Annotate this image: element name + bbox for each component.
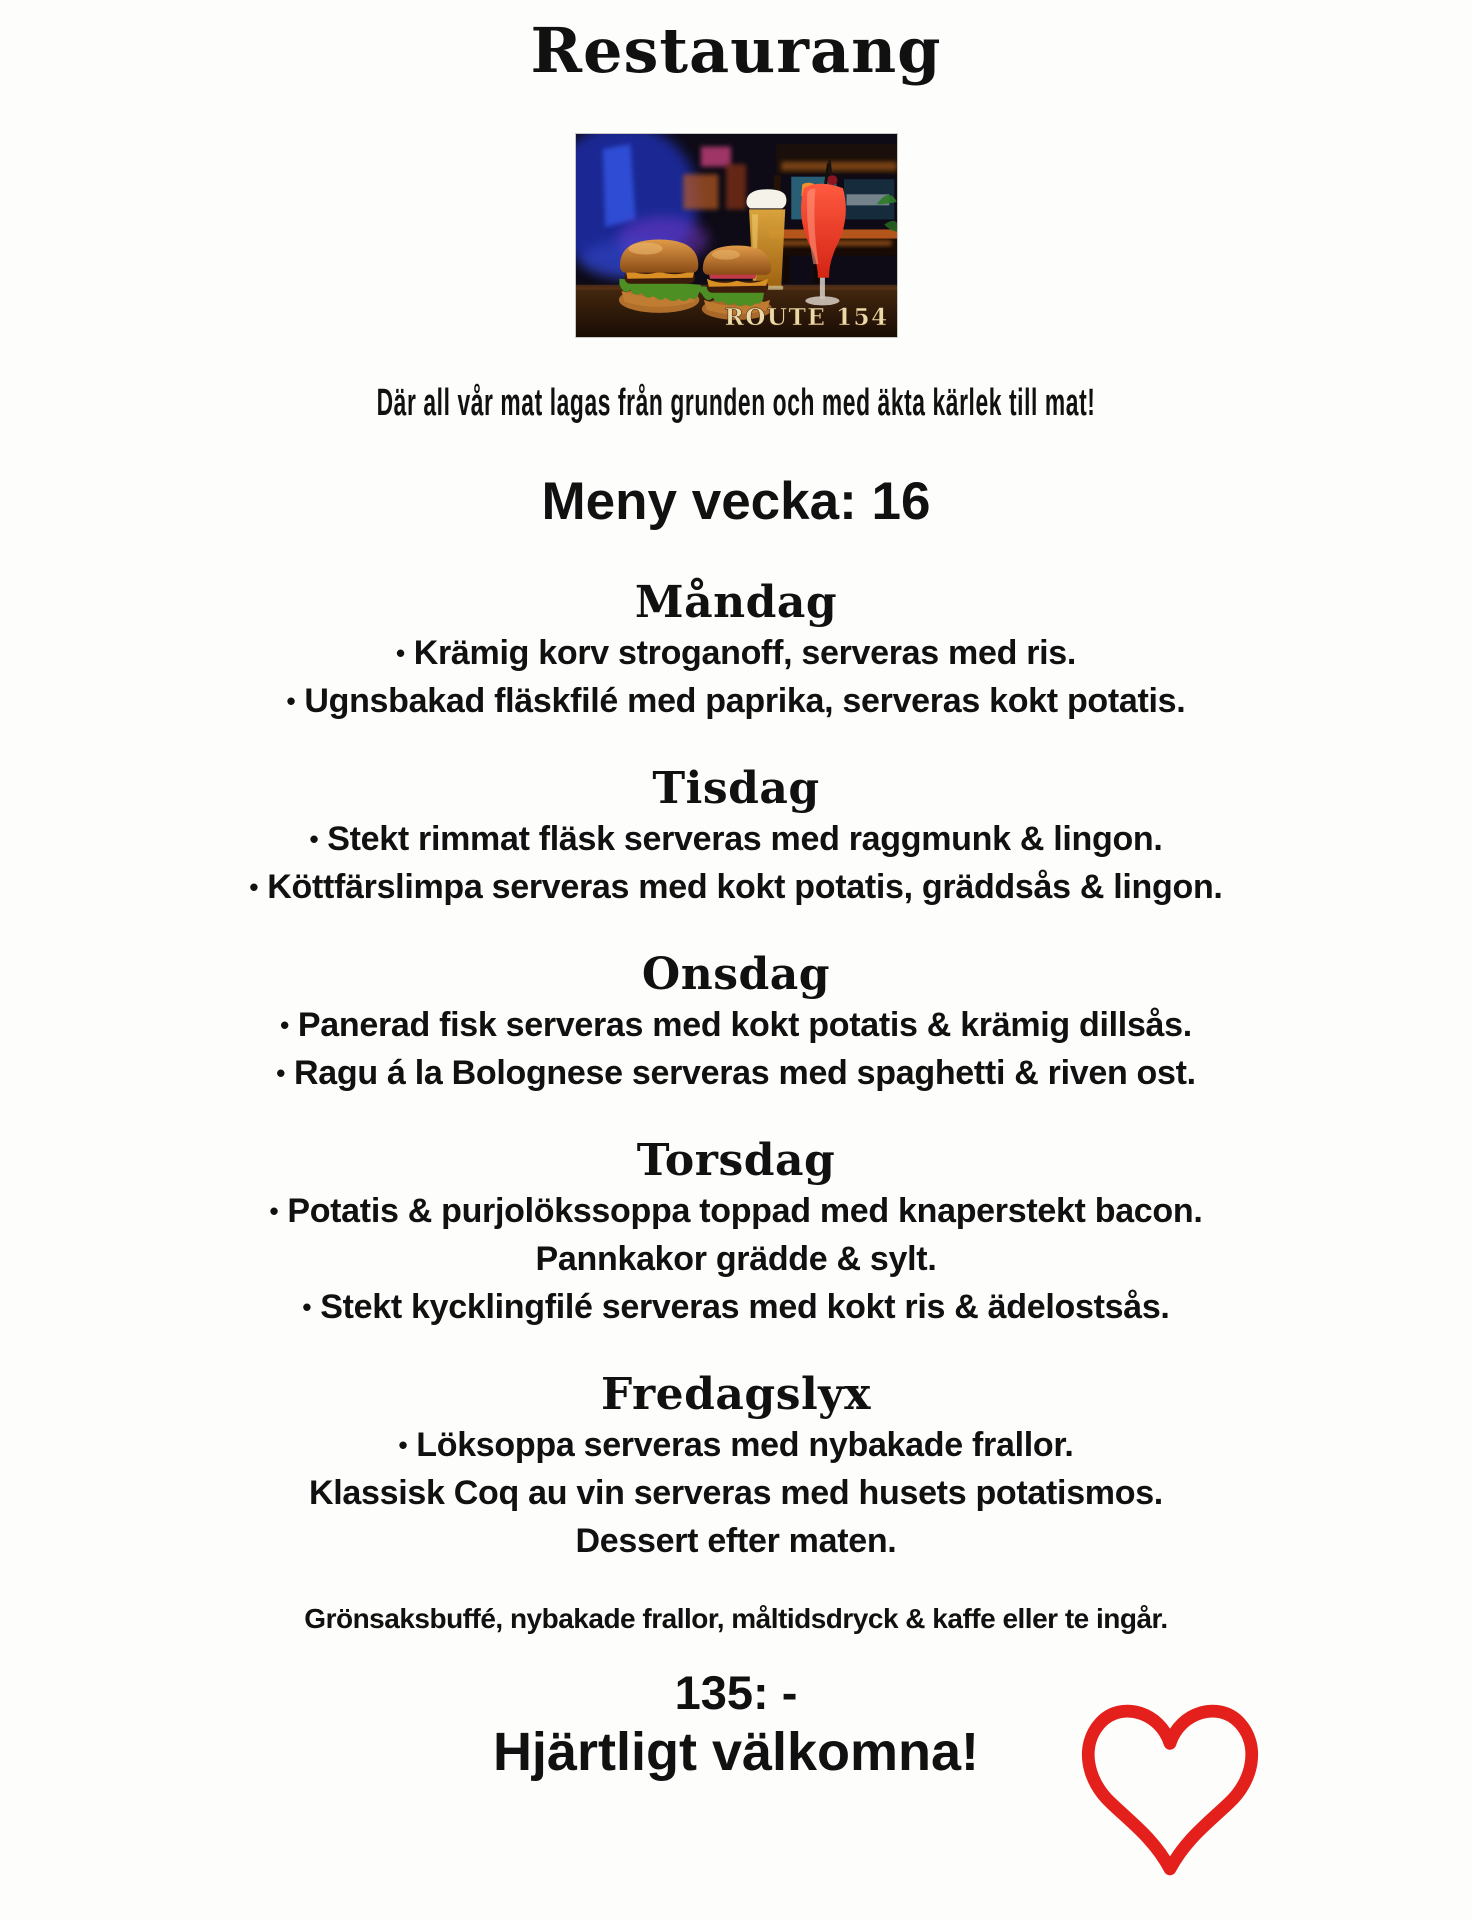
- day-heading-thursday: Torsdag: [636, 1135, 836, 1187]
- menu-item-text: Krämig korv stroganoff, serveras med ris.: [413, 634, 1077, 673]
- menu-item: [0, 1517, 1472, 1565]
- day-section-wednesday: [0, 949, 1472, 1097]
- menu-item-text: Panerad fisk serveras med kokt potatis & krämig dillsås.: [297, 1006, 1192, 1045]
- menu-item: [0, 1235, 1472, 1283]
- bullet-dot: •: [280, 1010, 289, 1041]
- restaurant-photo: [576, 134, 897, 337]
- menu-item-text: Stekt rimmat fläsk serveras med raggmunk & lingon.: [327, 820, 1163, 859]
- price: 135: -: [674, 1666, 798, 1720]
- bullet-dot: •: [249, 872, 259, 903]
- bullet-dot: •: [395, 638, 405, 669]
- heart-icon: [1072, 1692, 1268, 1884]
- menu-item-text: Pannkakor grädde & sylt.: [535, 1240, 937, 1279]
- bullet-dot: •: [309, 824, 319, 855]
- day-heading-wednesday: Onsdag: [641, 949, 831, 1001]
- menu-item: [0, 1001, 1472, 1049]
- bullet-dot: •: [398, 1430, 408, 1461]
- menu-item-text: Potatis & purjolökssoppa toppad med knaperstekt bacon.: [287, 1192, 1203, 1231]
- menu-item-text: Klassisk Coq au vin serveras med husets potatismos.: [309, 1474, 1163, 1513]
- burger-left: [618, 240, 700, 313]
- menu-item: [0, 677, 1472, 725]
- day-heading-friday: Fredagslyx: [601, 1369, 871, 1421]
- tagline: [0, 383, 1472, 425]
- day-section-tuesday: [0, 763, 1472, 911]
- menu-item: [0, 1283, 1472, 1331]
- day-section-friday: [0, 1369, 1472, 1565]
- menu-item: [0, 1469, 1472, 1517]
- day-section-monday: [0, 577, 1472, 725]
- photo-caption-route-154: ROUTE 154: [724, 303, 889, 331]
- menu-item: [0, 1421, 1472, 1469]
- day-section-thursday: [0, 1135, 1472, 1331]
- bullet-dot: •: [269, 1196, 279, 1227]
- day-heading-tuesday: Tisdag: [652, 763, 820, 815]
- menu-item-text: Löksoppa serveras med nybakade frallor.: [416, 1426, 1074, 1465]
- included-note: Grönsaksbuffé, nybakade frallor, måltidsdryck & kaffe eller te ingår.: [304, 1603, 1168, 1635]
- menu-item: [0, 815, 1472, 863]
- bullet-dot: •: [286, 686, 296, 717]
- menu-item-text: Ugnsbakad fläskfilé med paprika, serveras kokt potatis.: [304, 682, 1186, 721]
- closing-greeting: Hjärtligt välkomna!: [492, 1722, 980, 1783]
- day-heading-monday: Måndag: [634, 577, 838, 629]
- restaurant-title: Restaurang: [530, 14, 942, 87]
- bullet-dot: •: [276, 1058, 285, 1089]
- tagline-text: Där all vår mat lagas från grunden och med äkta kärlek till mat!: [376, 382, 1096, 424]
- menu-item: [0, 1049, 1472, 1097]
- menu-item-text: Stekt kycklingfilé serveras med kokt ris & ädelostsås.: [320, 1288, 1170, 1327]
- menu-item: [0, 629, 1472, 677]
- menu-item-text: Köttfärslimpa serveras med kokt potatis, gräddsås & lingon.: [267, 868, 1223, 907]
- menu-item-text: Dessert efter maten.: [575, 1522, 897, 1561]
- menu-item-text: Ragu á la Bolognese serveras med spaghetti & riven ost.: [294, 1054, 1196, 1093]
- week-heading: Meny vecka: 16: [541, 471, 931, 531]
- bar-scene-illustration: [576, 134, 897, 337]
- menu-item: [0, 863, 1472, 911]
- menu-item: [0, 1187, 1472, 1235]
- bullet-dot: •: [302, 1292, 312, 1323]
